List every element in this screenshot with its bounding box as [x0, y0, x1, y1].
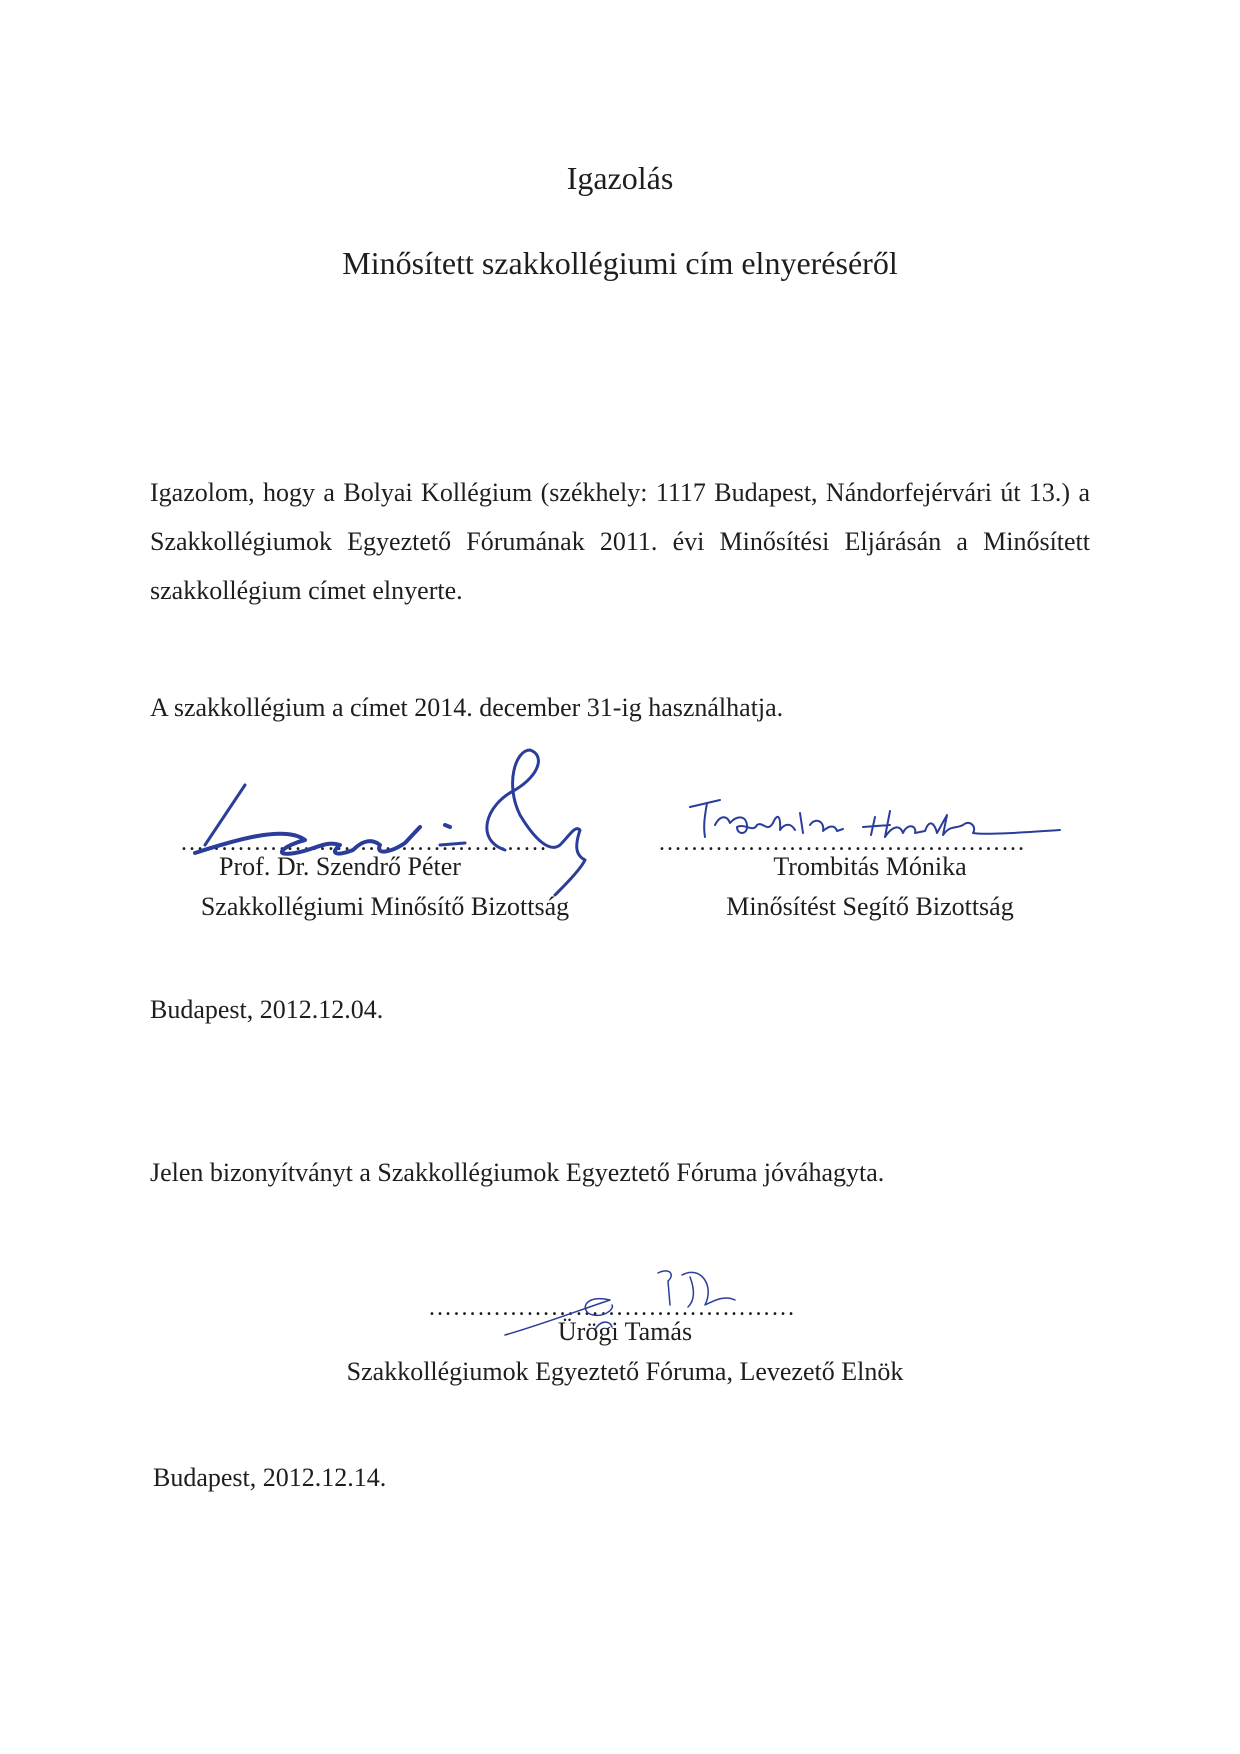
second-date: Budapest, 2012.12.14. — [153, 1463, 387, 1492]
first-date: Budapest, 2012.12.04. — [150, 995, 384, 1024]
signature-line-left: ……………………………………… — [180, 830, 548, 856]
certification-paragraph: Igazolom, hogy a Bolyai Kollégium (székhely: 1117 Budapest, Nándorfejérvári út 13.) a Szakkollégiumok Egyeztető Fórumának 2011. évi Minősítési Eljárásán a Minősített szakkollégium címet elnyerte. — [150, 478, 1090, 605]
signature-line-chair: ……………………………………… — [428, 1295, 796, 1321]
signatory-role-left: Szakkollégiumi Minősítő Bizottság — [200, 892, 570, 921]
page-title: Igazolás — [566, 160, 674, 196]
approval-sentence: Jelen bizonyítványt a Szakkollégiumok Egyeztető Fóruma jóváhagyta. — [150, 1158, 885, 1187]
chair-name: Ürögi Tamás — [557, 1317, 693, 1346]
signatory-name-right: Trombitás Mónika — [773, 852, 967, 881]
signature-line-right: ……………………………………… — [658, 830, 1026, 856]
signatory-role-right: Minősítést Segítő Bizottság — [726, 892, 1014, 921]
page-subtitle: Minősített szakkollégiumi cím elnyeréséről — [342, 245, 898, 281]
chair-role: Szakkollégiumok Egyeztető Fóruma, Levezető Elnök — [346, 1357, 904, 1386]
signatory-name-left: Prof. Dr. Szendrő Péter — [219, 852, 461, 881]
validity-sentence: A szakkollégium a címet 2014. december 31-ig használhatja. — [150, 693, 784, 722]
